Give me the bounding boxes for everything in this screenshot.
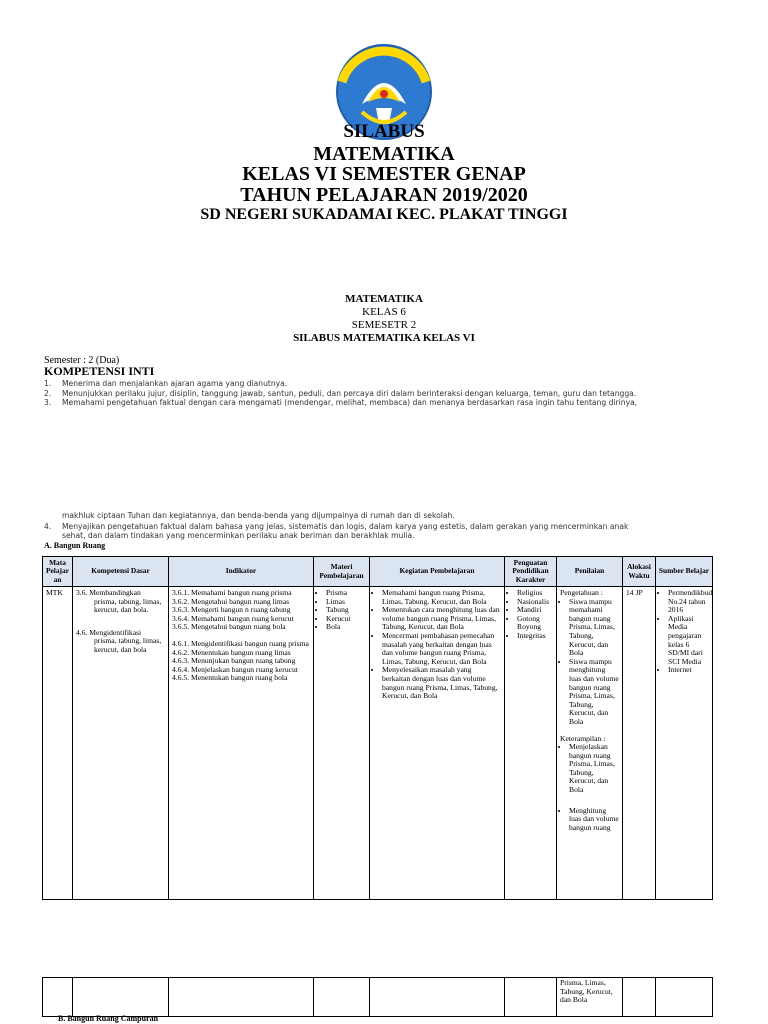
indikator-item: 4.6.5. Menentukan bangun ruang bola bbox=[172, 673, 288, 683]
silabus-title: SILABUS bbox=[343, 121, 425, 142]
list-item: • Siswa mampu menghitung luas dan volume bangun ruang Prisma, Limas, Tabung, Kerucut, dan Bola bbox=[569, 658, 619, 727]
indikator-item: 4.6.1. Mengidentifikasi bangun ruang prisma bbox=[172, 638, 309, 648]
list-item: • Aplikasi Media pengajaran kelas 6 SD/MI dari SCI Media bbox=[668, 615, 709, 667]
class-semester-title: KELAS VI SEMESTER GENAP bbox=[242, 163, 526, 185]
ki-item: 3. Memahami pengetahuan faktual dengan cara mengamati (mendengar, melihat, membaca) dan menanya berdasarkan rasa ingin tahu tentang dirinya, bbox=[44, 398, 638, 408]
penilaian-label: Pengetahuan : bbox=[560, 588, 603, 597]
cell-sumber bbox=[656, 587, 713, 900]
penilaian-label: Keterampilan : bbox=[560, 733, 606, 743]
kd-item: 4.6. Mengidentifikasi prisma, tabung, limas, kerucut, dan bola bbox=[76, 627, 162, 654]
ki-item: 2. Menunjukkan perilaku jujur, disiplin, tanggung jawab, santun, peduli, dan percaya diri dalam berinteraksi dengan keluarga, teman, guru dan tetangga. bbox=[44, 388, 637, 398]
kd-item: 3.6. Membandingkan prisma, tabung, limas, kerucut, dan bola. bbox=[76, 588, 162, 615]
list-item: • Internet bbox=[668, 666, 709, 675]
list-item: • Prisma bbox=[326, 589, 366, 598]
subject-title: MATEMATIKA bbox=[313, 143, 455, 165]
list-item: • Menjelaskan bangun ruang Prisma, Limas, Tabung, Kerucut, dan Bola bbox=[569, 743, 619, 795]
indikator-item: 3.6.5. Mengetahui bangun ruang bola bbox=[172, 622, 286, 632]
list-item: • Mencermati pembahasan pemecahan masalah yang berkaitan dengan luas dan volume bangun ruang Prisma, Limas, Tabung, Kerucut, dan Bola bbox=[382, 632, 501, 666]
list-item: • Kerucut bbox=[326, 615, 366, 624]
list-item: • Nasionalis bbox=[517, 598, 553, 607]
indikator-item: 3.6.1. Memahami bangun ruang prisma bbox=[172, 588, 292, 597]
cell-mapel: MTK bbox=[43, 587, 73, 900]
list-item: • Permendikbud No.24 tahun 2016 bbox=[668, 589, 709, 615]
header-materi: Materi Pembelajaran bbox=[314, 557, 370, 587]
ki-item: 1. Menerima dan menjalankan ajaran agama yang dianutnya. bbox=[44, 379, 288, 388]
sub-title: SILABUS MATEMATIKA KELAS VI bbox=[293, 332, 475, 344]
list-item: • Tabung bbox=[326, 606, 366, 615]
cell-kegiatan bbox=[370, 587, 505, 900]
header-alokasi: Alokasi Waktu bbox=[623, 557, 656, 587]
syllabus-table-continued bbox=[42, 977, 713, 1017]
ki-item-3-continued: makhluk ciptaan Tuhan dan kegiatannya, dan benda-benda yang dijumpainya di rumah dan di sekolah. bbox=[62, 511, 455, 520]
cell-penilaian bbox=[557, 587, 623, 900]
section-b-heading: B. Bangun Ruang Campuran bbox=[58, 1014, 159, 1023]
indikator-item: 4.6.2. Menentukan bangun ruang limas bbox=[172, 647, 291, 657]
header-karakter: Penguatan Pendidikan Karakter bbox=[505, 557, 557, 587]
table-row bbox=[43, 587, 713, 900]
list-item: • Religius bbox=[517, 589, 553, 598]
sub-semester: SEMESETR 2 bbox=[351, 319, 417, 331]
list-item: • Mandiri bbox=[517, 606, 553, 615]
table-header-row bbox=[43, 557, 713, 587]
cell-alokasi: 14 JP bbox=[623, 587, 656, 900]
list-item: • Memahami bangun ruang Prisma, Limas, Tabung, Kerucut, dan Bola bbox=[382, 589, 501, 606]
list-item: • Gotong Royong bbox=[517, 615, 553, 632]
ki-list bbox=[44, 379, 637, 408]
indikator-item: 3.6.3. Mengerti bangun n ruang tabung bbox=[172, 605, 291, 615]
header-kegiatan: Kegiatan Pembelajaran bbox=[370, 557, 505, 587]
list-item: • Menentukan cara menghitung luas dan volume bangun ruang Prisma, Limas, Tabung, Kerucut, dan Bola bbox=[382, 606, 501, 632]
list-item: • Menyelesaikan masalah yang berkaitan dengan luas dan volume bangun ruang Prisma, Limas, Tabung, Kerucut, dan Bola bbox=[382, 666, 501, 700]
sub-subject: MATEMATIKA bbox=[345, 293, 423, 305]
indikator-item: 3.6.2. Mengetahui bangun ruang limas bbox=[172, 596, 290, 606]
list-item: • Siswa mampu memahami bangun ruang Prisma, Limas, Tabung, Kerucut, dan Bola bbox=[569, 598, 619, 658]
header-kd: Kompetensi Dasar bbox=[73, 557, 169, 587]
header-indikator: Indikator bbox=[169, 557, 314, 587]
list-item: • Bola bbox=[326, 623, 366, 632]
school-title: SD NEGERI SUKADAMAI KEC. PLAKAT TINGGI bbox=[200, 206, 568, 223]
cell-kd bbox=[73, 587, 169, 900]
list-item: • Limas bbox=[326, 598, 366, 607]
ki-list-continued bbox=[44, 511, 628, 541]
cell-materi bbox=[314, 587, 370, 900]
header-penilaian: Penilaian bbox=[557, 557, 623, 587]
year-title: TAHUN PELAJARAN 2019/2020 bbox=[240, 184, 528, 206]
section-a-heading: A. Bangun Ruang bbox=[44, 541, 106, 550]
ki-heading: KOMPETENSI INTI bbox=[44, 364, 155, 378]
cell-penilaian-continued: Prisma, Limas, Tabung, Kerucut, dan Bola bbox=[557, 978, 623, 1017]
syllabus-table bbox=[42, 556, 713, 900]
header-sumber: Sumber Belajar bbox=[656, 557, 713, 587]
indikator-item: 4.6.4. Menjelaskan bangun ruang kerucut bbox=[172, 664, 298, 674]
list-item: • Menghitung luas dan volume bangun ruang bbox=[569, 807, 619, 833]
ki-item: 4. Menyajikan pengetahuan faktual dalam bahasa yang jelas, sistematis dan logis, dalam karya yang estetis, dalam gerakan yang mencerminkan anak bbox=[44, 521, 629, 531]
indikator-item: 4.6.3. Menunjukan bangun ruang tabung bbox=[172, 656, 296, 666]
table-row bbox=[43, 978, 713, 1017]
ki-item-4-continued: sehat, dan dalam tindakan yang mencerminkan perilaku anak beriman dan berakhlak mulia. bbox=[62, 531, 415, 541]
indikator-item: 3.6.4. Memahami bangun ruang kerucut bbox=[172, 613, 294, 623]
header-mapel: Mata Pelajar an bbox=[43, 557, 73, 587]
sub-kelas: KELAS 6 bbox=[362, 306, 406, 318]
list-item: • Integritas bbox=[517, 632, 553, 641]
cell-indikator bbox=[169, 587, 314, 900]
semester-line: Semester : 2 (Dua) bbox=[44, 355, 120, 366]
cell-karakter bbox=[505, 587, 557, 900]
